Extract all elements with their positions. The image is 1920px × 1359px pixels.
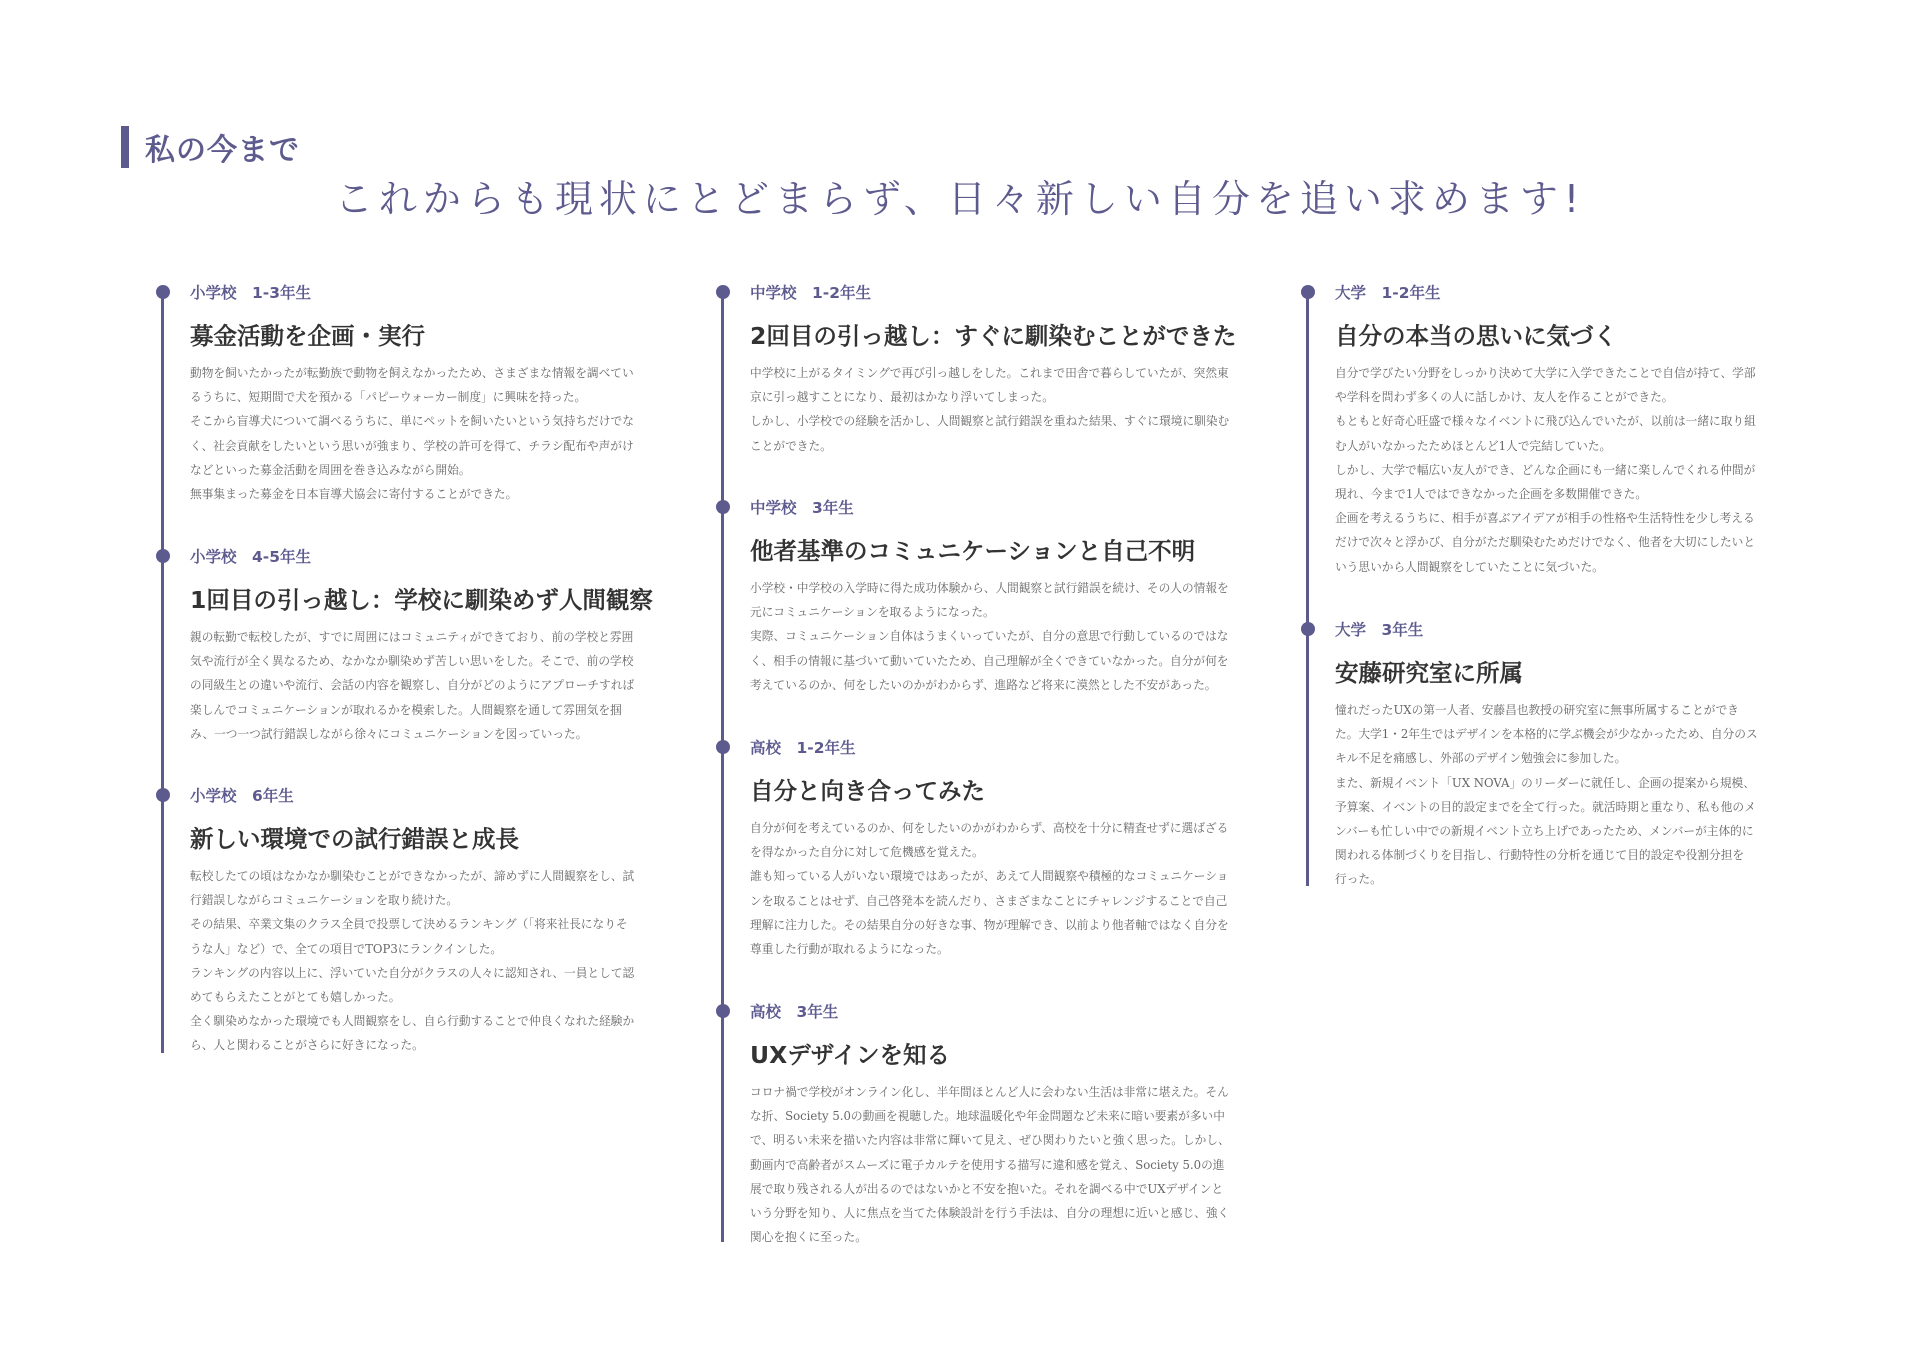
timeline-dot xyxy=(156,788,170,802)
body-line: 京に引っ越すことになり、最初はかなり浮いてしまった。 xyxy=(750,390,1054,405)
entry-body xyxy=(1335,698,1795,892)
entry-title: 1回目の引っ越し：学校に馴染めず人間観察 xyxy=(190,586,653,614)
body-line: ら、人と関わることがさらに好きになった。 xyxy=(190,1038,424,1053)
body-line: 気や流行が全く異なるため、なかなか馴染めず苦しい思いをした。そこで、前の学校 xyxy=(190,654,634,669)
body-line: 憧れだったUXの第一人者、安藤昌也教授の研究室に無事所属することができ xyxy=(1335,703,1739,717)
body-line: 自分で学びたい分野をしっかり決めて大学に入学できたことで自信が持て、学部 xyxy=(1335,366,1756,380)
entry-title: 安藤研究室に所属 xyxy=(1335,659,1523,687)
body-line: く、社会貢献をしたいという思いが強まり、学校の許可を得て、チラシ配布や声がけ xyxy=(190,438,634,453)
body-line: 行錯誤しながらコミュニケーションを取り続けた。 xyxy=(190,893,459,908)
timeline-entry xyxy=(1335,618,1795,892)
entry-period: 高校 3年生 xyxy=(750,1003,839,1021)
body-line: や学科を問わず多くの人に話しかけ、友人を作ることができた。 xyxy=(1335,390,1674,405)
body-line: の同級生との違いや流行、会話の内容を観察し、自分がどのようにアプローチすれば xyxy=(190,678,635,693)
body-line: などといった募金活動を周囲を巻き込みながら開始。 xyxy=(190,462,471,477)
body-line: うな人」など）で、全ての項目でTOP3にランクインした。 xyxy=(190,941,503,956)
tagline: これからも現状にとどまらず、日々新しい自分を追い求めます! xyxy=(334,177,1586,221)
entry-body xyxy=(190,625,670,746)
body-line: また、新規イベント「UX NOVA」のリーダーに就任し、企画の提案から規模、 xyxy=(1335,775,1755,790)
timeline-entry xyxy=(750,496,1260,697)
body-line: いう分野を知り、人に焦点を当てた体験設計を行う手法は、自分の理想に近いと感じ、強く xyxy=(750,1206,1230,1221)
entry-body xyxy=(750,1080,1260,1249)
body-line: 元にコミュニケーションを取るようになった。 xyxy=(750,605,995,620)
heading-accent-bar xyxy=(121,126,129,168)
entry-period: 中学校 3年生 xyxy=(750,499,854,517)
body-line: み、一つ一つ試行錯誤しながら徐々にコミュニケーションを図っていった。 xyxy=(190,726,588,741)
entry-body xyxy=(750,361,1260,458)
entry-period: 小学校 6年生 xyxy=(190,787,294,805)
timeline-line xyxy=(1306,290,1309,886)
body-line: ことができた。 xyxy=(750,438,832,453)
timeline-dot xyxy=(156,285,170,299)
entry-body xyxy=(750,816,1260,961)
timeline-entry xyxy=(190,281,670,506)
body-line: 実際、コミュニケーション自体はうまくいっていたが、自分の意思で行動しているのではな xyxy=(750,629,1229,644)
timeline-line xyxy=(721,290,724,1242)
body-line: ンバーも忙しい中での新規イベント立ち上げであったため、メンバーが主体的に xyxy=(1335,824,1754,839)
body-line: いう思いから人間観察をしていたことに気づいた。 xyxy=(1335,559,1604,574)
body-line: 理解に注力した。その結果自分の好きな事、物が理解でき、以前より他者軸ではなく自分を xyxy=(750,917,1229,932)
entry-period: 高校 1-2年生 xyxy=(750,739,856,757)
timeline-dot xyxy=(156,549,170,563)
entry-body xyxy=(190,361,670,506)
timeline-entry xyxy=(1335,281,1795,579)
body-line: そこから盲導犬について調べるうちに、単にペットを飼いたいという気持ちだけでな xyxy=(190,414,634,429)
entry-title: 自分と向き合ってみた xyxy=(750,777,985,805)
entry-title: 2回目の引っ越し：すぐに馴染むことができた xyxy=(750,322,1237,350)
body-line: その結果、卒業文集のクラス全員で投票して決めるランキング（「将来社長になりそ xyxy=(190,917,628,932)
entry-period: 小学校 1-3年生 xyxy=(190,284,312,302)
body-line: 動物を飼いたかったが転勤族で動物を飼えなかったため、さまざまな情報を調べてい xyxy=(190,366,634,380)
body-line: 自分が何を考えているのか、何をしたいのかがわからず、高校を十分に精査せずに選ばざる xyxy=(750,821,1229,835)
entry-period: 小学校 4-5年生 xyxy=(190,548,312,566)
body-line: た。大学1・2年生ではデザインを本格的に学ぶ機会が少なかったため、自分のス xyxy=(1335,727,1758,742)
entry-period: 中学校 1-2年生 xyxy=(750,284,872,302)
timeline-line xyxy=(161,290,164,1053)
body-line: 動画内で高齢者がスムーズに電子カルテを使用する描写に違和感を覚え、Society 5.0の進 xyxy=(750,1157,1225,1172)
entry-title: 他者基準のコミュニケーションと自己不明 xyxy=(750,537,1196,565)
body-line: しかし、大学で幅広い友人ができ、どんな企画にも一緒に楽しんでくれる仲間が xyxy=(1335,462,1756,477)
body-line: 中学校に上がるタイミングで再び引っ越しをした。これまで田舎で暮らしていたが、突然東 xyxy=(750,366,1229,380)
body-line: 無事集まった募金を日本盲導犬協会に寄付することができた。 xyxy=(190,487,518,502)
entry-title: 自分の本当の思いに気づく xyxy=(1335,322,1617,350)
body-line: キル不足を痛感し、外部のデザイン勉強会に参加した。 xyxy=(1335,751,1627,766)
body-line: な折、Society 5.0の動画を視聴した。地球温暖化や年金問題など未来に暗い要素が多い中 xyxy=(750,1109,1225,1124)
body-line: 考えているのか、何をしたいのかがわからず、進路など将来に漠然とした不安があった。 xyxy=(750,677,1217,692)
body-line: む人がいなかったためほとんど1人で完結していた。 xyxy=(1335,438,1612,453)
entry-title: 新しい環境での試行錯誤と成長 xyxy=(190,825,519,853)
entry-body xyxy=(1335,361,1795,579)
body-line: しかし、小学校での経験を活かし、人間観察と試行錯誤を重ねた結果、すぐに環境に馴染む xyxy=(750,414,1230,429)
body-line: もともと好奇心旺盛で様々なイベントに飛び込んでいたが、以前は一緒に取り組 xyxy=(1335,414,1756,429)
body-line: 親の転勤で転校したが、すでに周囲にはコミュニティができており、前の学校と雰囲 xyxy=(190,630,634,644)
body-line: 企画を考えるうちに、相手が喜ぶアイデアが相手の性格や生活特性を少し考える xyxy=(1335,511,1755,526)
timeline-dot xyxy=(716,1004,730,1018)
body-line: で、明るい未来を描いた内容は非常に輝いて見え、ぜひ関わりたいと強く思った。しかし、 xyxy=(750,1133,1230,1148)
body-line: を得なかった自分に対して危機感を覚えた。 xyxy=(750,845,984,860)
entry-body xyxy=(190,864,670,1058)
timeline-entry xyxy=(750,281,1260,458)
timeline-dot xyxy=(1301,622,1315,636)
timeline-dot xyxy=(1301,285,1315,299)
body-line: めてもらえたことがとても嬉しかった。 xyxy=(190,990,401,1005)
body-line: く、相手の情報に基づいて動いていたため、自己理解が全くできていなかった。自分が何を xyxy=(750,653,1229,668)
timeline-entry xyxy=(750,1000,1260,1249)
timeline-entry xyxy=(190,545,670,746)
body-line: 展で取り残される人が出るのではないかと不安を抱いた。それを調べる中でUXデザインと xyxy=(750,1181,1224,1196)
section-heading xyxy=(121,126,300,168)
body-line: 関われる体制づくりを目指し、行動特性の分析を通じて目的設定や役割分担を xyxy=(1335,848,1745,863)
entry-period: 大学 3年生 xyxy=(1335,621,1424,639)
body-line: 誰も知っている人がいない環境ではあったが、あえて人間観察や積極的なコミュニケーショ xyxy=(750,869,1229,884)
entry-title: UXデザインを知る xyxy=(750,1041,951,1069)
section-heading-text: 私の今まで xyxy=(145,133,300,168)
body-line: るうちに、短期間で犬を預かる「パピーウォーカー制度」に興味を持った。 xyxy=(190,390,587,405)
body-line: 尊重した行動が取れるようになった。 xyxy=(750,942,949,957)
body-line: 行った。 xyxy=(1335,872,1382,887)
timeline-dot xyxy=(716,285,730,299)
timeline-entry xyxy=(750,736,1260,961)
body-line: 転校したての頃はなかなか馴染むことができなかったが、諦めずに人間観察をし、試 xyxy=(190,869,635,883)
body-line: 小学校・中学校の入学時に得た成功体験から、人間観察と試行錯誤を続け、その人の情報を xyxy=(750,581,1229,595)
body-line: 楽しんでコミュニケーションが取れるかを模索した。人間観察を通して雰囲気を掴 xyxy=(190,702,622,717)
body-line: 関心を抱くに至った。 xyxy=(750,1230,867,1245)
entry-title: 募金活動を企画・実行 xyxy=(190,322,425,350)
entry-body xyxy=(750,576,1260,697)
body-line: ンを取ることはせず、自己啓発本を読んだり、さまざまなことにチャレンジすることで自己 xyxy=(750,893,1228,908)
timeline-entry xyxy=(190,784,670,1058)
body-line: 予算案、イベントの目的設定までを全て行った。就活時期と重なり、私も他のメ xyxy=(1335,799,1756,814)
entry-period: 大学 1-2年生 xyxy=(1335,284,1441,302)
timeline-dot xyxy=(716,740,730,754)
body-line: 現れ、今まで1人ではできなかった企画を多数開催できた。 xyxy=(1335,487,1648,502)
body-line: コロナ禍で学校がオンライン化し、半年間ほとんど人に会わない生活は非常に堪えた。そん xyxy=(750,1085,1229,1099)
body-line: 全く馴染めなかった環境でも人間観察をし、自ら行動することで仲良くなれた経験か xyxy=(190,1014,635,1029)
timeline-dot xyxy=(716,500,730,514)
body-line: だけで次々と浮かび、自分がただ馴染むためだけでなく、他者を大切にしたいと xyxy=(1335,535,1756,550)
body-line: ランキングの内容以上に、浮いていた自分がクラスの人々に認知され、一員として認 xyxy=(190,965,635,980)
